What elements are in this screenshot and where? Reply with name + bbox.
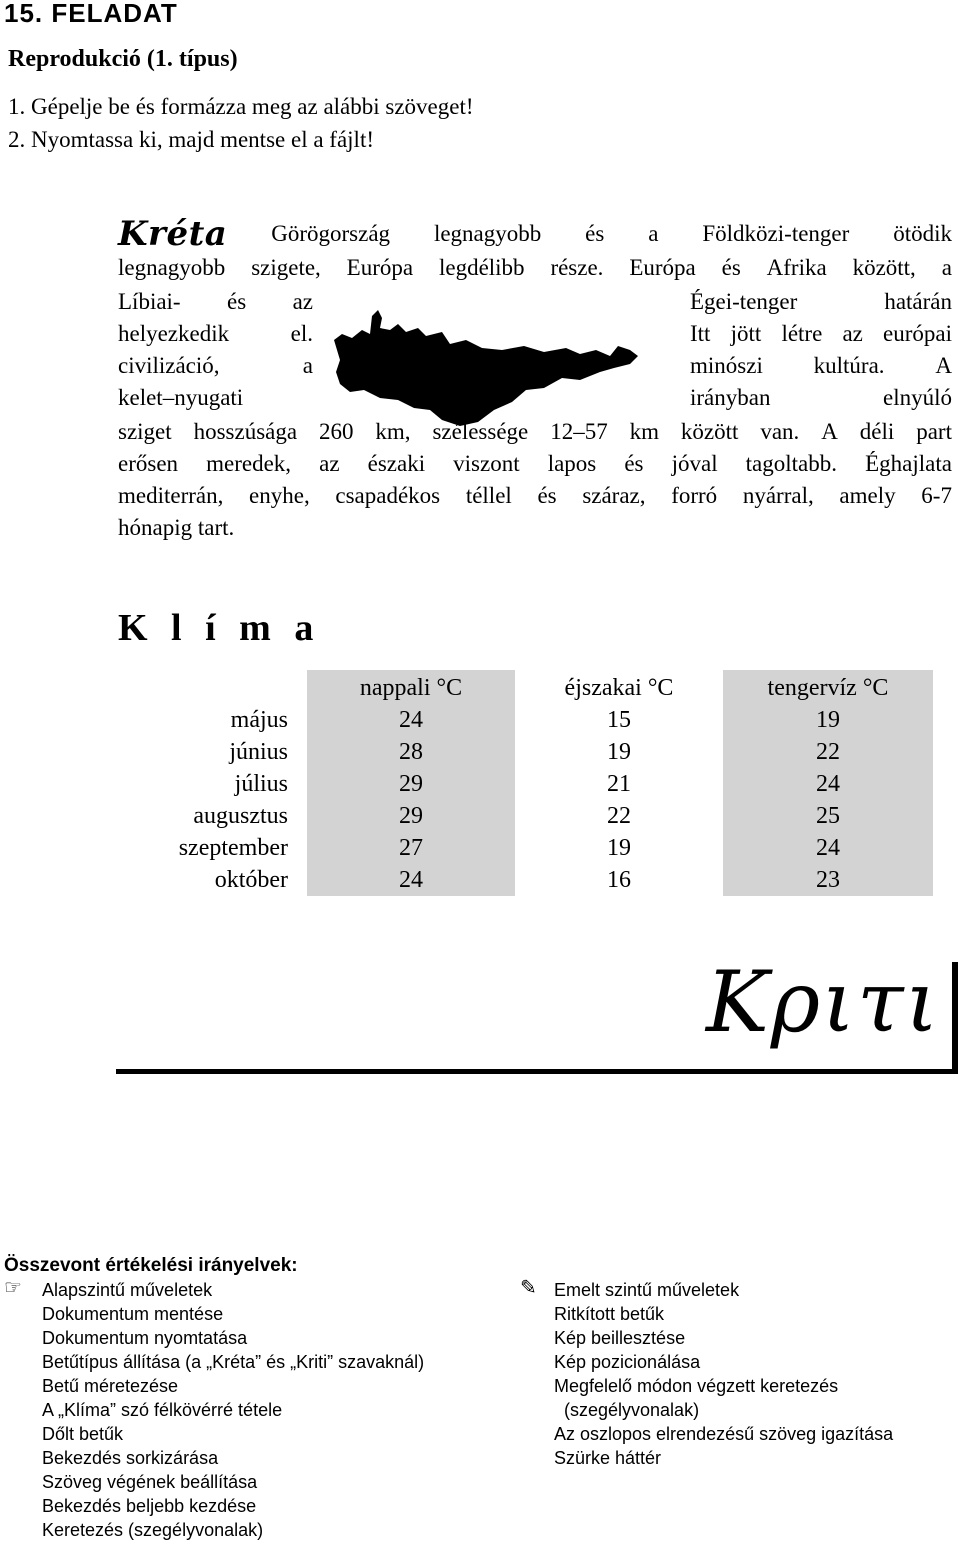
line-right-part bbox=[690, 382, 952, 414]
word: jóval bbox=[671, 451, 718, 476]
word: jött bbox=[730, 321, 762, 346]
list-item: Betűtípus állítása (a „Kréta” és „Kriti” szavaknál) bbox=[42, 1352, 425, 1372]
line-right-part bbox=[690, 318, 952, 350]
word: irányban bbox=[690, 385, 771, 410]
paragraph-line bbox=[118, 214, 952, 254]
line-right-part bbox=[690, 286, 952, 318]
word: meredek, bbox=[206, 451, 292, 476]
word: Európa bbox=[629, 255, 696, 280]
word: A bbox=[935, 353, 952, 378]
word: határán bbox=[884, 289, 952, 314]
crete-map-image bbox=[334, 310, 638, 428]
cell-night: 16 bbox=[607, 867, 631, 893]
word: legnagyobb bbox=[118, 255, 226, 280]
cell-day: 27 bbox=[399, 835, 423, 861]
word: amely bbox=[839, 483, 896, 508]
word: viszont bbox=[453, 451, 520, 476]
cell-day: 24 bbox=[399, 867, 423, 893]
row-month: szeptember bbox=[178, 835, 288, 861]
word: szélessége bbox=[432, 419, 529, 444]
word: a bbox=[941, 255, 952, 280]
evaluation-heading: Összevont értékelési irányelvek: bbox=[4, 1255, 298, 1276]
list-item: Dokumentum nyomtatása bbox=[42, 1328, 248, 1348]
row-month: október bbox=[214, 867, 288, 893]
word: A bbox=[821, 419, 838, 444]
exercise-heading: 15. FELADAT bbox=[4, 0, 178, 28]
cell-sea: 19 bbox=[816, 707, 840, 733]
word: és bbox=[227, 289, 247, 314]
word: csapadékos bbox=[335, 483, 441, 508]
word: forró bbox=[671, 483, 718, 508]
word: európai bbox=[883, 321, 952, 346]
paragraph-line bbox=[118, 512, 952, 544]
word: között bbox=[680, 419, 739, 444]
word: Földközi-tenger bbox=[702, 221, 850, 246]
advanced-criteria-list bbox=[554, 1278, 893, 1470]
word: és bbox=[585, 221, 605, 246]
row-month: június bbox=[229, 739, 288, 765]
word: a bbox=[302, 353, 313, 378]
line-left-part bbox=[118, 318, 313, 350]
column-header-sea: tengervíz °C bbox=[767, 675, 889, 701]
list-item: Emelt szintű műveletek bbox=[554, 1280, 740, 1300]
cell-sea: 24 bbox=[816, 771, 840, 797]
word: km bbox=[629, 419, 659, 444]
line-left-part bbox=[118, 286, 313, 318]
word: az bbox=[842, 321, 863, 346]
word: el. bbox=[290, 321, 313, 346]
list-item: Kép beillesztése bbox=[554, 1328, 686, 1348]
word: téllel bbox=[465, 483, 512, 508]
list-item: (szegélyvonalak) bbox=[554, 1400, 700, 1420]
paragraph-line bbox=[118, 480, 952, 512]
word: között, bbox=[852, 255, 916, 280]
kriti-border-bottom bbox=[116, 1069, 958, 1074]
word: sziget bbox=[118, 419, 172, 444]
cell-day: 29 bbox=[399, 803, 423, 829]
word: erősen bbox=[118, 451, 179, 476]
row-month: május bbox=[230, 707, 288, 733]
word: 260 bbox=[318, 419, 354, 444]
column-header-day: nappali °C bbox=[359, 675, 463, 701]
word: lapos bbox=[547, 451, 597, 476]
word: km, bbox=[375, 419, 411, 444]
cell-night: 22 bbox=[607, 803, 631, 829]
pointing-hand-icon: ☞ bbox=[4, 1277, 22, 1299]
cell-night: 15 bbox=[607, 707, 631, 733]
line-left-part bbox=[118, 382, 313, 414]
exercise-subtitle: Reprodukció (1. típus) bbox=[8, 46, 238, 72]
word: és bbox=[624, 451, 644, 476]
list-item: Keretezés (szegélyvonalak) bbox=[42, 1520, 264, 1540]
word: legdélibb bbox=[438, 255, 525, 280]
list-item: Alapszintű műveletek bbox=[42, 1280, 213, 1300]
word: déli bbox=[859, 419, 895, 444]
row-month: augusztus bbox=[193, 803, 288, 829]
word: Görögország bbox=[271, 221, 391, 246]
cell-night: 21 bbox=[607, 771, 631, 797]
word: és bbox=[537, 483, 557, 508]
column-header-night: éjszakai °C bbox=[564, 675, 674, 701]
list-item: Az oszlopos elrendezésű szöveg igazítása bbox=[554, 1424, 894, 1444]
word: az bbox=[319, 451, 340, 476]
word: Égei-tenger bbox=[690, 289, 798, 314]
cell-sea: 24 bbox=[816, 835, 840, 861]
cell-night: 19 bbox=[607, 739, 631, 765]
word: part bbox=[916, 419, 952, 444]
kreta-title-word: Kréta bbox=[118, 214, 228, 254]
word: 12–57 bbox=[550, 419, 608, 444]
word: Európa bbox=[346, 255, 414, 280]
list-item: Dőlt betűk bbox=[42, 1424, 124, 1444]
word: van. bbox=[760, 419, 800, 444]
cell-night: 19 bbox=[607, 835, 631, 861]
word: ötödik bbox=[893, 221, 952, 246]
word: mediterrán, bbox=[118, 483, 224, 508]
word: Líbiai- bbox=[118, 289, 181, 314]
word: északi bbox=[367, 451, 426, 476]
word: tagoltabb. bbox=[745, 451, 838, 476]
cell-day: 24 bbox=[399, 707, 423, 733]
word: minószi bbox=[690, 353, 763, 378]
list-item: Kép pozicionálása bbox=[554, 1352, 701, 1372]
line-right-part bbox=[690, 350, 952, 382]
word: helyezkedik bbox=[118, 321, 230, 346]
list-item: Szürke háttér bbox=[554, 1448, 662, 1468]
list-item: Dokumentum mentése bbox=[42, 1304, 224, 1324]
word: száraz, bbox=[582, 483, 646, 508]
word: az bbox=[292, 289, 313, 314]
word: elnyúló bbox=[883, 385, 952, 410]
list-item: Szöveg végének beállítása bbox=[42, 1472, 258, 1492]
list-item: Ritkított betűk bbox=[554, 1304, 665, 1324]
word: szigete, bbox=[251, 255, 321, 280]
instruction-1: 1. Gépelje be és formázza meg az alábbi szöveget! bbox=[8, 94, 474, 119]
word: létre bbox=[781, 321, 823, 346]
list-item: A „Klíma” szó félkövérré tétele bbox=[42, 1400, 283, 1420]
word: civilizáció, bbox=[118, 353, 220, 378]
word: és bbox=[721, 255, 741, 280]
cell-sea: 23 bbox=[816, 867, 840, 893]
word: 6-7 bbox=[921, 483, 952, 508]
word: kelet–nyugati bbox=[118, 385, 244, 410]
kriti-border-right bbox=[952, 962, 958, 1074]
cell-day: 28 bbox=[399, 739, 423, 765]
klima-title: K l í m a bbox=[118, 607, 321, 649]
pencil-icon: ✎ bbox=[520, 1277, 537, 1299]
line-left-part bbox=[118, 350, 313, 382]
word: Itt bbox=[690, 321, 711, 346]
word: része. bbox=[550, 255, 604, 280]
word: kultúra. bbox=[813, 353, 885, 378]
list-item: Bekezdés beljebb kezdése bbox=[42, 1496, 257, 1516]
kriti-greek-word: Κριτι bbox=[706, 953, 941, 1051]
instruction-2: 2. Nyomtassa ki, majd mentse el a fájlt! bbox=[8, 127, 374, 152]
list-item: Betű méretezése bbox=[42, 1376, 179, 1396]
word: enyhe, bbox=[249, 483, 310, 508]
paragraph-last-line: hónapig tart. bbox=[118, 515, 235, 540]
row-month: július bbox=[234, 771, 288, 797]
list-item: Megfelelő módon végzett keretezés bbox=[554, 1376, 839, 1396]
cell-sea: 22 bbox=[816, 739, 840, 765]
paragraph-line bbox=[118, 252, 952, 284]
cell-sea: 25 bbox=[816, 803, 840, 829]
word: legnagyobb bbox=[433, 221, 542, 246]
paragraph-line bbox=[118, 448, 952, 480]
word: nyárral, bbox=[742, 483, 814, 508]
word: hosszúsága bbox=[193, 419, 298, 444]
word: Afrika bbox=[766, 255, 827, 280]
basic-criteria-list bbox=[42, 1278, 424, 1542]
cell-day: 29 bbox=[399, 771, 423, 797]
word: a bbox=[648, 221, 659, 246]
list-item: Bekezdés sorkizárása bbox=[42, 1448, 219, 1468]
word: Éghajlata bbox=[865, 451, 952, 476]
